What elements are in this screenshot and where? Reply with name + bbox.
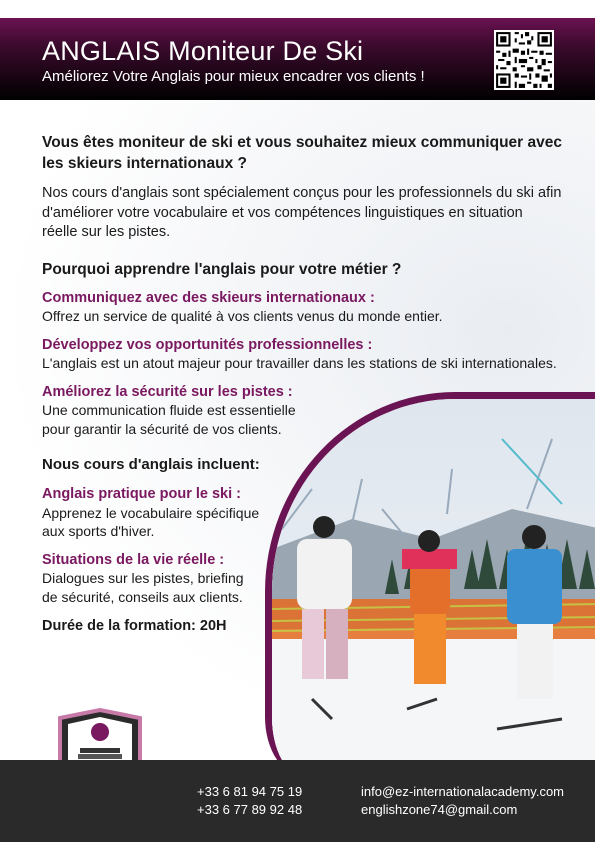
course-item	[42, 551, 257, 607]
benefit-item	[42, 336, 562, 373]
duration-text: Durée de la formation: 20H	[42, 618, 227, 634]
email-link[interactable]: info@ez-internationalacademy.com	[361, 784, 564, 799]
phone-number[interactable]: +33 6 77 89 92 48	[197, 802, 303, 817]
course-item	[42, 485, 267, 541]
benefit-heading: Communiquez avec des skieurs internationaux :	[42, 289, 375, 306]
intro-question: Vous êtes moniteur de ski et vous souhaitez mieux communiquer avec les skieurs internationaux ?	[42, 134, 562, 172]
intro-text: Nos cours d'anglais sont spécialement conçus pour les professionnels du ski afin d'améliorer votre vocabulaire et vos compétences linguistiques en situation réelle sur les pistes.	[42, 185, 562, 240]
course-description: Dialogues sur les pistes, briefing de sécurité, conseils aux clients.	[42, 570, 244, 605]
course-description: Apprenez le vocabulaire spécifique aux sports d'hiver.	[42, 504, 260, 539]
courses-title: Nous cours d'anglais incluent:	[42, 456, 260, 473]
why-title: Pourquoi apprendre l'anglais pour votre métier ?	[42, 260, 402, 278]
course-heading: Situations de la vie réelle :	[42, 551, 225, 568]
page-subtitle: Améliorez Votre Anglais pour mieux encadrer vos clients !	[42, 68, 425, 85]
benefit-heading: Améliorez la sécurité sur les pistes :	[42, 383, 293, 400]
benefit-description: Une communication fluide est essentielle pour garantir la sécurité de vos clients.	[42, 402, 296, 437]
page-title: ANGLAIS Moniteur De Ski	[42, 36, 364, 66]
phone-number[interactable]: +33 6 81 94 75 19	[197, 784, 303, 799]
email-link[interactable]: englishzone74@gmail.com	[361, 802, 518, 817]
header-banner	[0, 18, 595, 100]
course-heading: Anglais pratique pour le ski :	[42, 486, 242, 502]
benefit-description: L'anglais est un atout majeur pour travailler dans les stations de ski internationales.	[42, 355, 557, 371]
benefit-heading: Développez vos opportunités professionnelles :	[42, 336, 373, 353]
benefit-item	[42, 383, 322, 439]
benefit-description: Offrez un service de qualité à vos clients venus du monde entier.	[42, 308, 443, 324]
qr-code-icon	[494, 30, 554, 90]
benefit-item	[42, 289, 562, 326]
footer-bar	[0, 760, 595, 842]
